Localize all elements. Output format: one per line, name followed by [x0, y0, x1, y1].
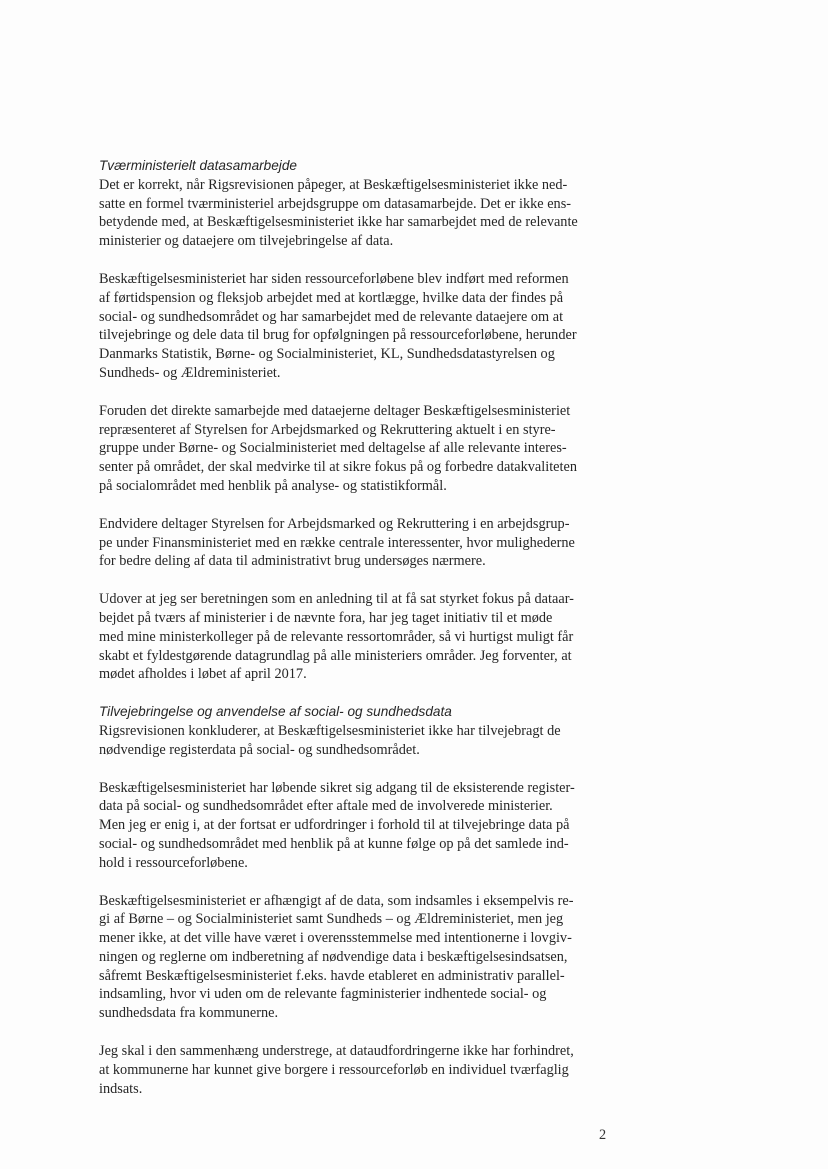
text-line: såfremt Beskæftigelsesministeriet f.eks. havde etableret en administrativ parallel- [99, 967, 565, 984]
text-line: Beskæftigelsesministeriet er afhængigt af de data, som indsamles i eksempelvis re- [99, 892, 574, 909]
paragraph [99, 1042, 619, 1098]
paragraph-gap [99, 383, 619, 402]
paragraph-gap [99, 496, 619, 515]
text-line: gi af Børne – og Socialministeriet samt Sundheds – og Ældreministeriet, men jeg [99, 911, 564, 928]
text-line: betydende med, at Beskæftigelsesministeriet ikke har samarbejdet med de relevante [99, 214, 578, 231]
text-line: med mine ministerkolleger på de relevante ressortområder, så vi hurtigst muligt får [99, 628, 574, 645]
section-gap [99, 684, 619, 703]
text-line: af førtidspension og fleksjob arbejdet med at kortlægge, hvilke data der findes på [99, 289, 564, 306]
text-line: Sundheds- og Ældreministeriet. [99, 364, 281, 381]
paragraph [99, 515, 619, 571]
text-line: social- og sundhedsområdet og har samarbejdet med de relevante dataejere om at [99, 308, 564, 325]
text-line: Beskæftigelsesministeriet har siden ressourceforløbene blev indført med reformen [99, 270, 569, 287]
paragraph-gap [99, 571, 619, 590]
text-line: Men jeg er enig i, at der fortsat er udfordringer i forhold til at tilvejebringe data på [99, 817, 570, 834]
text-line: gruppe under Børne- og Socialministeriet med deltagelse af alle relevante interes- [99, 440, 567, 457]
text-line: social- og sundhedsområdet med henblik på at kunne følge op på det samlede ind- [99, 835, 569, 852]
text-line: mødet afholdes i løbet af april 2017. [99, 666, 307, 683]
paragraph [99, 402, 619, 496]
paragraph-gap [99, 251, 619, 270]
document-body [99, 157, 619, 1098]
paragraph [99, 779, 619, 873]
paragraph-gap [99, 1023, 619, 1042]
paragraph [99, 590, 619, 684]
text-line: tilvejebringe og dele data til brug for opfølgningen på ressourceforløbene, herunder [99, 327, 577, 344]
text-line: repræsenteret af Styrelsen for Arbejdsmarked og Rekruttering aktuelt i en styre- [99, 421, 556, 438]
text-line: satte en formel tværministeriel arbejdsgruppe om datasamarbejde. Det er ikke ens- [99, 195, 572, 212]
text-line: hold i ressourceforløbene. [99, 854, 248, 871]
text-line: Jeg skal i den sammenhæng understrege, at dataudfordringerne ikke har forhindret, [99, 1043, 574, 1060]
text-line: ministerier og dataejere om tilvejebringelse af data. [99, 233, 394, 250]
section-heading: Tilvejebringelse og anvendelse af social- og sundhedsdata [99, 704, 452, 720]
text-line: skabt et fyldestgørende datagrundlag på alle ministeriers områder. Jeg forventer, at [99, 647, 572, 664]
paragraph [99, 892, 619, 1024]
paragraph-gap [99, 760, 619, 779]
text-line: mener ikke, at det ville have været i overensstemmelse med intentionerne i lovgiv- [99, 930, 572, 947]
text-line: Danmarks Statistik, Børne- og Socialministeriet, KL, Sundhedsdatastyrelsen og [99, 346, 555, 363]
paragraph [99, 722, 619, 760]
text-line: Det er korrekt, når Rigsrevisionen påpeger, at Beskæftigelsesministeriet ikke ned- [99, 176, 568, 193]
paragraph [99, 270, 619, 383]
text-line: Udover at jeg ser beretningen som en anledning til at få sat styrket fokus på dataar- [99, 591, 574, 608]
text-line: Foruden det direkte samarbejde med dataejerne deltager Beskæftigelsesministeriet [99, 402, 571, 419]
text-line: pe under Finansministeriet med en række centrale interessenter, hvor mulighederne [99, 534, 575, 551]
text-line: senter på området, der skal medvirke til at sikre fokus på og forbedre datakvaliteten [99, 459, 577, 476]
text-line: nødvendige registerdata på social- og sundhedsområdet. [99, 741, 420, 758]
page-number: 2 [599, 1127, 607, 1143]
section-heading: Tværministerielt datasamarbejde [99, 158, 297, 173]
paragraph [99, 176, 619, 251]
text-line: på socialområdet med henblik på analyse- og statistikformål. [99, 477, 447, 494]
text-line: data på social- og sundhedsområdet efter aftale med de involverede ministerier. [99, 798, 553, 815]
text-line: bejdet på tværs af ministerier i de nævnte fora, har jeg taget initiativ til et møde [99, 609, 553, 626]
text-line: Beskæftigelsesministeriet har løbende sikret sig adgang til de eksisterende register- [99, 779, 575, 796]
text-line: Rigsrevisionen konkluderer, at Beskæftigelsesministeriet ikke har tilvejebragt de [99, 722, 561, 739]
text-line: sundhedsdata fra kommunerne. [99, 1005, 279, 1022]
text-line: indsamling, hvor vi uden om de relevante fagministerier indhentede social- og [99, 986, 547, 1003]
text-line: Endvidere deltager Styrelsen for Arbejdsmarked og Rekruttering i en arbejdsgrup- [99, 515, 570, 532]
text-line: at kommunerne har kunnet give borgere i ressourceforløb en individuel tværfaglig [99, 1061, 569, 1078]
text-line: indsats. [99, 1080, 143, 1097]
text-line: for bedre deling af data til administrativt brug undersøges nærmere. [99, 553, 486, 570]
text-line: ningen og reglerne om indberetning af nødvendige data i beskæftigelsesindsatsen, [99, 948, 568, 965]
paragraph-gap [99, 873, 619, 892]
